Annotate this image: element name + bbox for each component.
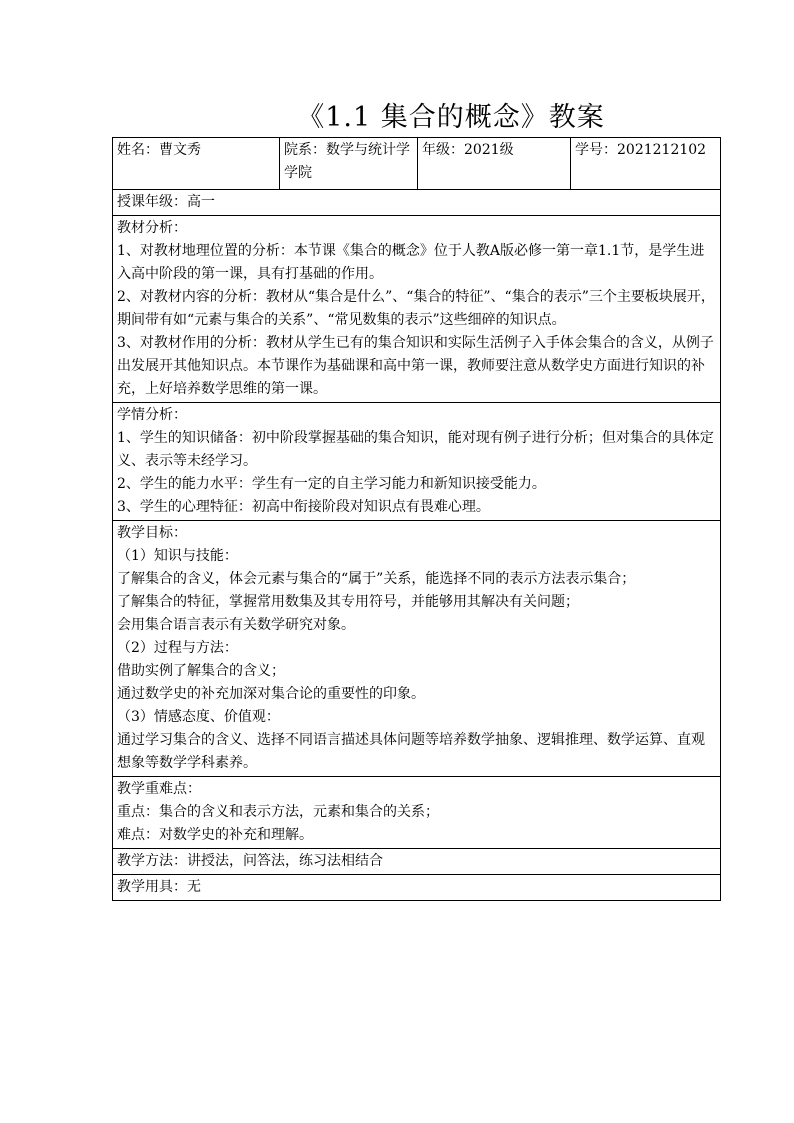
- objectives-item: 会用集合语言表示有关数学研究对象。: [117, 617, 355, 633]
- objectives-row: [113, 521, 721, 777]
- objectives-sub-heading: （3）情感态度、价值观：: [117, 709, 280, 725]
- methods-cell: 教学方法：讲授法，问答法，练习法相结合: [113, 849, 721, 875]
- objectives-item: 了解集合的含义，体会元素与集合的“属于”关系，能选择不同的表示方法表示集合；: [117, 571, 636, 587]
- teaching-grade-row: [113, 190, 721, 216]
- student-id-cell: 学号：2021212102: [571, 138, 721, 190]
- objectives-item: 了解集合的特征，掌握常用数集及其专用符号，并能够用其解决有关问题；: [117, 594, 579, 610]
- methods-row: [113, 849, 721, 875]
- textbook-analysis-heading: 教材分析：: [117, 220, 187, 236]
- textbook-analysis-row: [113, 216, 721, 403]
- objectives-sub-heading: （1）知识与技能：: [117, 548, 238, 564]
- objectives-item: 通过学习集合的含义、选择不同语言描述具体问题等培养数学抽象、逻辑推理、数学运算、直观想象等数学学科素养。: [117, 732, 705, 771]
- student-analysis-heading: 学情分析：: [117, 407, 187, 423]
- tools-cell: 教学用具：无: [113, 875, 721, 901]
- key-points-cell: [113, 777, 721, 849]
- tools-row: [113, 875, 721, 901]
- textbook-analysis-cell: [113, 216, 721, 403]
- objectives-sub-heading: （2）过程与方法：: [117, 640, 238, 656]
- key-points-item: 重点：集合的含义和表示方法，元素和集合的关系；: [117, 804, 439, 820]
- textbook-analysis-item: 2、对教材内容的分析：教材从“集合是什么”、“集合的特征”、“集合的表示”三个主要板块展开，期间带有如“元素与集合的关系”、“常见数集的表示”这些细碎的知识点。: [117, 289, 715, 328]
- textbook-analysis-item: 3、对教材作用的分析：教材从学生已有的集合知识和实际生活例子入手体会集合的含义，从例子出发展开其他知识点。本节课作为基础课和高中第一课，教师要注意从数学史方面进行知识的补充，上好培养数学思维的第一课。: [117, 335, 714, 397]
- student-analysis-cell: [113, 403, 721, 521]
- teaching-grade-cell: 授课年级：高一: [113, 190, 721, 216]
- objectives-item: 通过数学史的补充加深对集合论的重要性的印象。: [117, 686, 425, 702]
- objectives-cell: [113, 521, 721, 777]
- key-points-row: [113, 777, 721, 849]
- student-analysis-row: [113, 403, 721, 521]
- header-row: [113, 138, 721, 190]
- objectives-item: 借助实例了解集合的含义；: [117, 663, 285, 679]
- key-points-heading: 教学重难点：: [117, 781, 201, 797]
- lesson-plan-table: [112, 137, 721, 901]
- student-analysis-item: 3、学生的心理特征：初高中衔接阶段对知识点有畏难心理。: [117, 499, 490, 515]
- student-analysis-item: 2、学生的能力水平：学生有一定的自主学习能力和新知识接受能力。: [117, 476, 546, 492]
- textbook-analysis-item: 1、对教材地理位置的分析：本节课《集合的概念》位于人教A版必修一第一章1.1节，是学生进入高中阶段的第一课，具有打基础的作用。: [117, 243, 705, 282]
- college-cell: 院系：数学与统计学学院: [280, 138, 418, 190]
- grade-cell: 年级：2021级: [418, 138, 571, 190]
- document-title: 《1.1 集合的概念》教案: [297, 102, 605, 133]
- objectives-heading: 教学目标：: [117, 525, 187, 541]
- teacher-name-cell: 姓名：曹文秀: [113, 138, 280, 190]
- key-points-item: 难点：对数学史的补充和理解。: [117, 827, 313, 843]
- student-analysis-item: 1、学生的知识储备：初中阶段掌握基础的集合知识，能对现有例子进行分析；但对集合的具体定义、表示等未经学习。: [117, 430, 714, 469]
